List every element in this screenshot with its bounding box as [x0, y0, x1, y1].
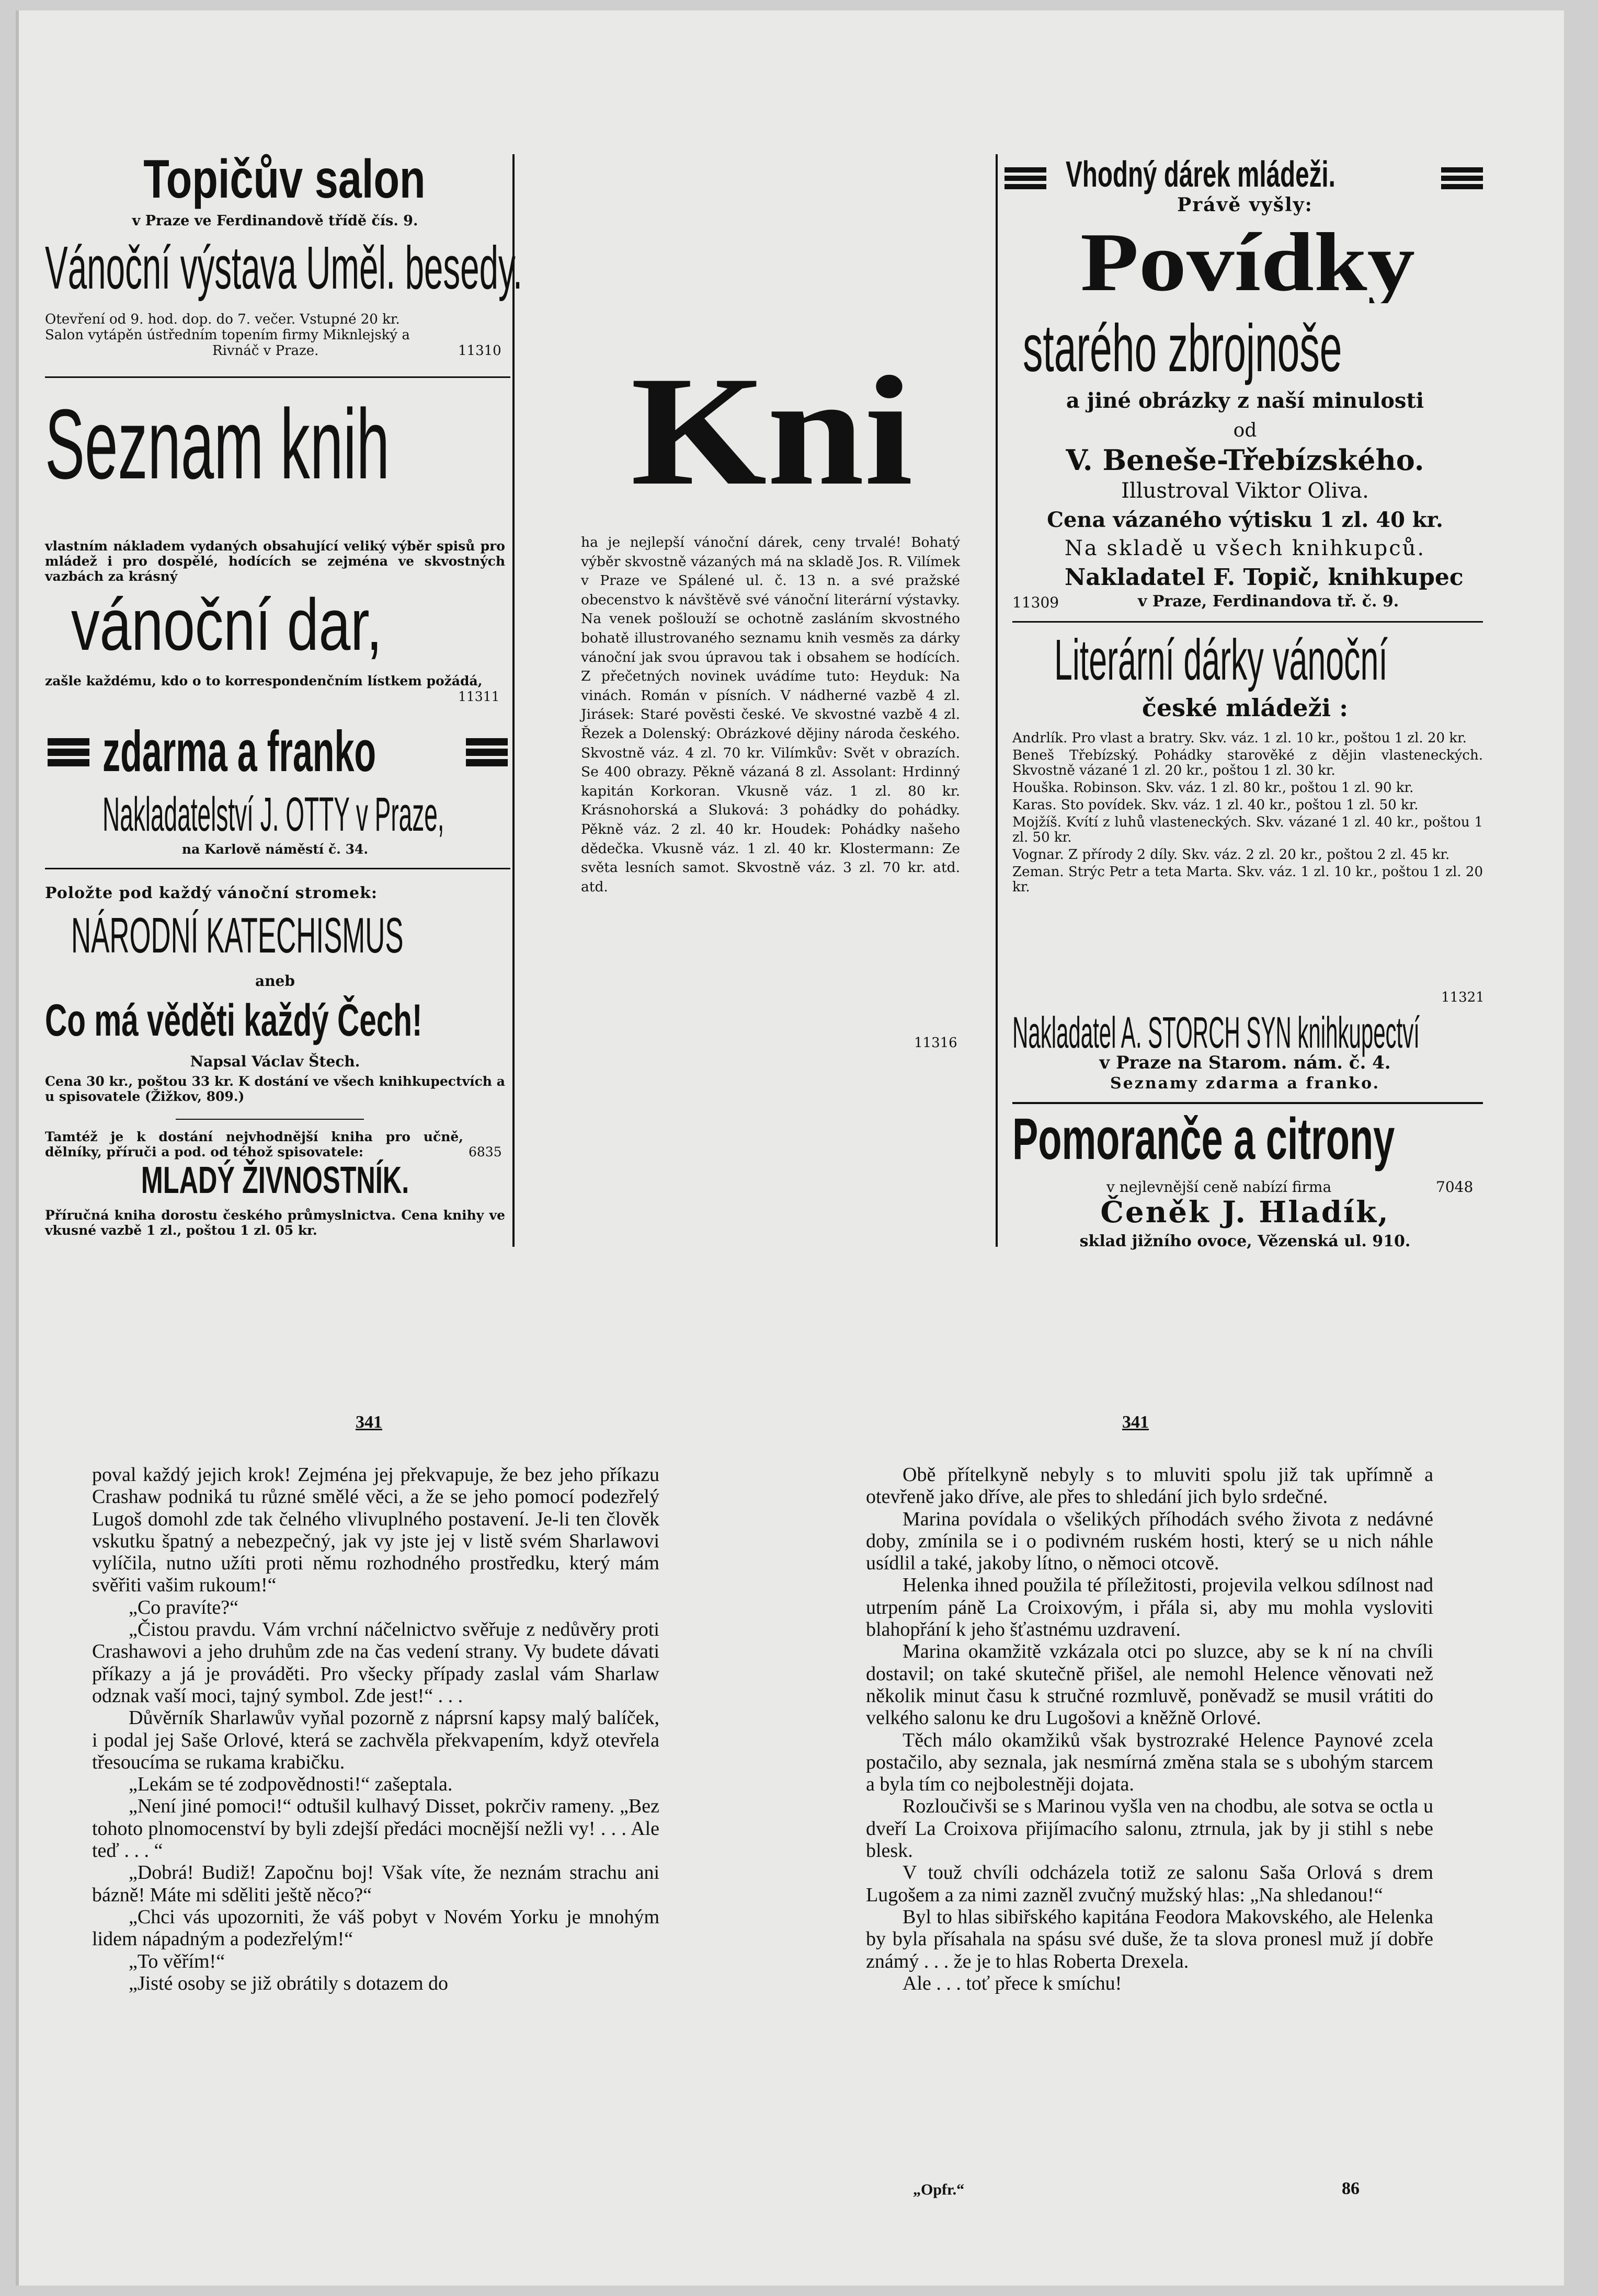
newspaper-page: [16, 10, 1564, 2286]
topic-publisher: Nakladatel F. Topič, knihkupec: [1065, 564, 1464, 591]
seznam-knih-heading: Seznam knih: [45, 389, 390, 500]
list-item: Houška. Robinson. Skv. váz. 1 zl. 80 kr., poštou 1 zl. 90 kr.: [1012, 780, 1414, 796]
hladik-firm: Čeněk J. Hladík,: [1100, 1195, 1390, 1230]
column-divider: [996, 154, 998, 1247]
column-divider: [512, 154, 515, 1247]
author-line: Napsal Václav Štech.: [190, 1053, 360, 1070]
exhibition-heating-2: Rivnáč v Praze.: [212, 343, 319, 359]
aneb-text: aneb: [255, 972, 295, 990]
prave-vysly: Právě vyšly:: [1177, 194, 1313, 216]
exhibition-hours: Otevření od 9. hod. dop. do 7. večer. Vstupné 20 kr.: [45, 312, 400, 327]
story-paragraph: „Lekám se té zodpovědnosti!“ zašeptala.: [129, 1773, 453, 1796]
vhodny-darek-heading: Vhodný dárek mládeži.: [1066, 154, 1336, 194]
story-paragraph: „To věřím!“: [129, 1950, 225, 1972]
story-paragraph: „Čistou pravdu. Vám vrchní náčelnictvo svěřuje z nedůvěry proti Crashawovi a jeho druhům zde na čas vedení strany. Vy budete dávati příkazy a já je prováděti. Pro všecky případy zaslal vám Sharlaw odznak vaší moci, tajný symbol. Zde jest!“ . . .: [92, 1618, 659, 1707]
story-paragraph: „Dobrá! Budiž! Započnu boj! Však víte, že neznám strachu ani bázně! Máte mi sděliti ještě něco?“: [92, 1862, 659, 1906]
pointing-hand-icon: [45, 728, 92, 775]
ceske-mladezi: české mládeži :: [1142, 694, 1349, 722]
storch-address: v Praze na Starom. nám. č. 4.: [1099, 1052, 1391, 1073]
divider: [1012, 621, 1483, 623]
topic-salon-title: Topičův salon: [143, 149, 426, 210]
story-paragraph: Těch málo okamžiků však bystrozraké Helence Paynové zcela postačilo, aby seznala, jak nesmírná změna stala se s ubohým starcem a byla tím co nejbolestněji dojata.: [866, 1729, 1433, 1796]
story-paragraph: „Chci vás upozorniti, že váš pobyt v Novém Yorku je mnohým lidem nápadným a podezřelým!“: [92, 1905, 659, 1950]
pomorance-heading: Pomoranče a citrony: [1012, 1106, 1395, 1172]
ad-code: 6835: [469, 1144, 502, 1160]
illustroval: Illustroval Viktor Oliva.: [1121, 479, 1369, 503]
list-item: Vognar. Z přírody 2 díly. Skv. váz. 2 zl. 20 kr., poštou 2 zl. 45 kr.: [1012, 847, 1450, 863]
list-item: Karas. Sto povídek. Skv. váz. 1 zl. 40 kr., poštou 1 zl. 50 kr.: [1012, 797, 1419, 813]
ad-code: 11321: [1441, 990, 1485, 1005]
list-item: Zeman. Strýc Petr a teta Marta. Skv. váz. 1 zl. 10 kr., poštou 1 zl. 20 kr.: [1012, 864, 1483, 895]
literarni-darky-heading: Literární dárky vánoční: [1054, 628, 1388, 692]
list-item: Andrlík. Pro vlast a bratry. Skv. váz. 1 zl. 10 kr., poštou 1 zl. 20 kr.: [1012, 730, 1467, 746]
zdarma-franko-heading: zdarma a franko: [102, 719, 376, 784]
divider: [176, 1119, 364, 1120]
ad-code: 11316: [914, 1035, 957, 1051]
story-paragraph: Marina okamžitě vzkázala otci po sluzce, aby se k ní na chvíli dostavil; on také skutečně přišel, ale nemohl Helence věnovati než několik minut času k stručné rozmluvě, poněvadž se musil vrátiti do velkého salonu ke dru Lugošovi a kněžně Orlové.: [866, 1640, 1433, 1729]
ad-code: 11309: [1012, 594, 1059, 611]
footer-signature: „Opfr.“: [913, 2181, 965, 2198]
exhibition-heading: Vánoční výstava Uměl. besedy.: [45, 234, 523, 302]
page-number-right: 341: [1122, 1413, 1149, 1432]
vanocni-dar-heading: vánoční dar,: [71, 583, 382, 665]
story-paragraph: Helenka ihned použila té příležitosti, projevila velkou sdílnost nad utrpením páně La Croixovým, i přála si, aby mu mohla vysloviti blahopřání k jeho šťastnému uzdravení.: [866, 1574, 1433, 1641]
benese-author: V. Beneše-Třebízského.: [1066, 443, 1424, 477]
list-item: Mojžíš. Kvítí z luhů vlasteneckých. Skv. vázané 1 zl. 40 kr., poštou 1 zl. 50 kr.: [1012, 814, 1483, 845]
story-paragraph: „Není jiné pomoci!“ odtušil kulhavý Disset, pokrčiv rameny. „Bez tohoto plnomocenství by byli zdejší předáci mocnější nežli vy! . . . Ale teď . . . “: [92, 1795, 659, 1862]
hladik-sklad: sklad jižního ovoce, Vězenská ul. 910.: [1079, 1232, 1411, 1250]
seznam-text: vlastním nákladem vydaných obsahující veliký výběr spisů pro mládež i pro dospělé, hodících se zejména ve skvostných vazbách za krásný: [45, 538, 505, 584]
otto-publisher: Nakladatelství J. OTTY v Praze,: [102, 788, 444, 841]
story-paragraph: Ale . . . toť přece k smíchu!: [903, 1972, 1122, 1994]
story-paragraph: Marina povídala o všelikých příhodách svého života z nedávné doby, zmínila se i o podivném ruském hosti, který se u nich náhle usídlil a také, jakoby lítno, o němoci otcově.: [866, 1508, 1433, 1575]
storch-heading: Nakladatel A. STORCH SYN knihkupectví: [1012, 1008, 1420, 1057]
exhibition-heating: Salon vytápěn ústředním topením firmy Miknlejský a: [45, 327, 410, 343]
ad-code: 11311: [458, 689, 500, 704]
divider: [45, 376, 510, 378]
co-ma-heading: Co má věděti každý Čech!: [45, 995, 423, 1046]
cena-text: Cena 30 kr., poštou 33 kr. K dostání ve všech knihkupectvích a u spisovatele (Žižkov, 809.): [45, 1074, 505, 1104]
pointing-hand-icon: [1002, 161, 1049, 192]
nejlevnejsi-text: v nejlevnější ceně nabízí firma: [1106, 1178, 1332, 1196]
cena-vazaneho: Cena vázaného výtisku 1 zl. 40 kr.: [1047, 508, 1443, 532]
otto-address: na Karlově náměstí č. 34.: [181, 842, 369, 857]
story-paragraph: Důvěrník Sharlawův vyňal pozorně z náprsní kapsy malý balíček, i podal jej Saše Orlové, která se zachvěla překvapením, když otevřela třesoucíma se rukama krabičku.: [92, 1707, 659, 1773]
mlady-zivnostnik-heading: MLADÝ ŽIVNOSTNÍK.: [141, 1160, 409, 1201]
povidky-text: Povídky: [1080, 220, 1415, 303]
na-sklade: Na skladě u všech knihkupců.: [1064, 536, 1426, 560]
literarni-list: [1012, 731, 1483, 897]
prirucna-text: Příručná kniha dorostu českého průmyslnictva. Cena knihy ve vkusné vazbě 1 zl., poštou 1 zl. 05 kr.: [45, 1208, 505, 1238]
story-paragraph: Byl to hlas sibiřského kapitána Feodora Makovského, ale Helenka by byla přísahala na spásu své duše, že ta slova pronesl muž jí dobře známý . . . že je to hlas Roberta Drexela.: [866, 1905, 1433, 1972]
vilimek-ad-text: ha je nejlepší vánoční dárek, ceny trvalé! Bohatý výběr skvostně vázaných má na skladě Jos. R. Vilímek v Praze ve Spálené ul. č. 13 n. a své pražské obecenstvo k návštěvě své vánoční literární výstavky. Na venek pošlouží se ochotně zasláním skvostného bohatě illustrovaného seznamu knih vesměs za dárky vánoční jak svou úpravou tak i obsahem se hodících. Z přečetných novinek uvádíme tuto: Heyduk: Na vinách. Román v písních. V nádherné vazbě 4 zl. Jirásek: Staré pověsti české. Ve skvostné vazbě 4 zl. Řezek a Dolenský: Obrázkové dějiny národa českého. Skvostně váz. 4 zl. 70 kr. Vilímkův: Svět v obrazích. Se 400 obrazy. Pěkně vázaná 8 zl. Assolant: Hrdinný kapitán Korkoran. Vkusně váz. 1 zl. 80 kr. Krásnohorská a Sluková: 3 pohádky do pohádky. Pěkně váz. 2 zl. 40 kr. Houdek: Pohádky našeho dědečka. Vkusně váz. 1 zl. 40 kr. Klostermann: Ze světa lesních samot. Skvostně váz. 3 zl. 70 kr. atd. atd.: [581, 534, 960, 895]
ad-code: 7048: [1436, 1178, 1474, 1196]
stareho-heading: starého zbrojnoše: [1023, 311, 1342, 386]
zasle-text: zašle každému, kdo o to korrespondenčním lístkem požádá,: [45, 673, 483, 688]
seznamy-zdarma: Seznamy zdarma a franko.: [1110, 1074, 1380, 1093]
footer-sheet-number: 86: [1342, 2179, 1360, 2198]
katechismus-heading: NÁRODNÍ KATECHISMUS: [71, 908, 404, 963]
story-paragraph: „Co pravíte?“: [129, 1596, 238, 1618]
polozte-heading: Položte pod každý vánoční stromek:: [45, 884, 378, 902]
pointing-hand-icon: [1439, 161, 1486, 192]
divider: [45, 868, 510, 869]
story-paragraph: Obě přítelkyně nebyly s to mluviti spolu již tak upřímně a otevřeně jako dříve, ale přes to shledání jich bylo srdečné.: [866, 1464, 1433, 1508]
page-number-left: 341: [356, 1413, 382, 1432]
story-paragraph: „Jisté osoby se již obrátily s dotazem do: [129, 1972, 449, 1994]
story-paragraph: V touž chvíli odcházela totiž ze salonu Saša Orlová s drem Lugošem a za nimi zazněl zvučný mužský hlas: „Na shledanou!“: [866, 1862, 1433, 1906]
povidky-heading: [1080, 220, 1415, 303]
tamtez-text: Tamtéž je k dostání nejvhodnější kniha pro učně, dělníky, příruči a pod. od téhož spisovatele:: [45, 1129, 463, 1160]
story-right-column: [866, 1464, 1433, 1994]
kni-text: Kni: [631, 355, 913, 502]
topic-address: v Praze, Ferdinandova tř. č. 9.: [1138, 592, 1399, 611]
story-left-column: [92, 1464, 659, 1994]
story-paragraph: poval každý jejich krok! Zejména jej překvapuje, že bez jeho příkazu Crashaw podniká tu různé smělé věci, a že se jeho pomocí podezřelý Lugoš domohl zde tak čelného vlivuplného postavení. Je-li ten člověk vskutku špatný a nebezpečný, jak vy jste jej v listě svém Sharlawovi vylíčila, nutno užíti proti němu rozhodného prostředku, který mám svěřiti vašim rukoum!“: [92, 1464, 659, 1597]
ad-code: 11310: [458, 343, 501, 359]
list-item: Beneš Třebízský. Pohádky starověké z dějin vlasteneckých. Skvostně vázané 1 zl. 20 kr., poštou 1 zl. 30 kr.: [1012, 748, 1483, 778]
kni-big-heading: [631, 355, 913, 502]
divider: [1012, 1102, 1483, 1104]
jine-obrazky: a jiné obrázky z naší minulosti: [1066, 388, 1424, 413]
od-text: od: [1233, 420, 1257, 441]
story-paragraph: Rozloučivši se s Marinou vyšla ven na chodbu, ale sotva se octla u dveří La Croixova přijímacího salonu, ztrnula, jak by ji stihl s nebe blesk.: [866, 1795, 1433, 1862]
topic-salon-address: v Praze ve Ferdinandově třídě čís. 9.: [132, 213, 418, 229]
pointing-hand-icon: [463, 728, 510, 775]
